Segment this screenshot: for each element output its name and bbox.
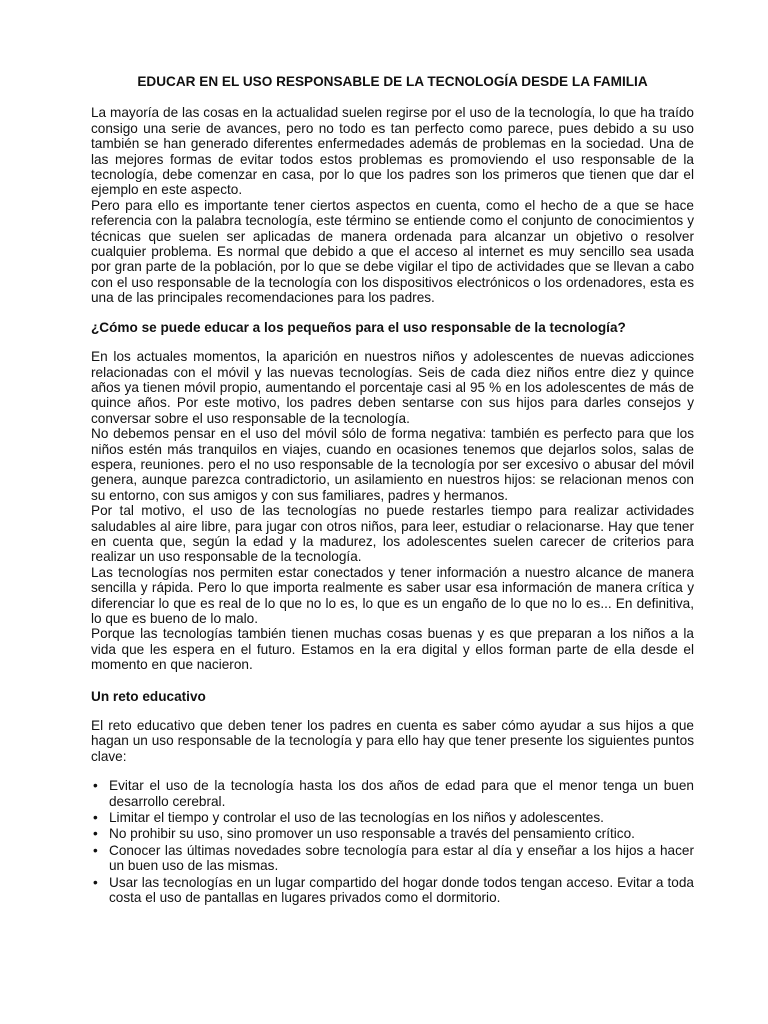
paragraph: Porque las tecnologías también tienen muchas cosas buenas y es que preparan a los niños a la vida que les espera en el futuro. Estamos en la era digital y ellos forman parte de ella desde el momento en que nacieron. [91,626,694,673]
bullet-icon: • [93,842,98,858]
bullet-icon: • [93,874,98,890]
list-item-text: Conocer las últimas novedades sobre tecnología para estar al día y enseñar a los hijos a hacer un buen uso de las mismas. [109,842,694,874]
list-item-text: No prohibir su uso, sino promover un uso responsable a través del pensamiento crítico. [109,826,635,842]
list-item [91,810,694,825]
list-item [91,778,694,809]
bullet-icon: • [93,778,98,794]
paragraph: La mayoría de las cosas en la actualidad suelen regirse por el uso de la tecnología, lo que ha traído consigo una serie de avances, pero no todo es tan perfecto como parece, pues debido a su uso también se han generado diferentes enfermedades además de problemas en la sociedad. Una de las mejores formas de evitar todos estos problemas es promoviendo el uso responsable de la tecnología, debe comenzar en casa, por lo que los padres son los primeros que tienen que dar el ejemplo en este aspecto. [91,105,694,198]
paragraph: Las tecnologías nos permiten estar conectados y tener información a nuestro alcance de manera sencilla y rápida. Pero lo que importa realmente es saber usar esa información de manera crítica y diferenciar lo que es real de lo que no lo es, lo que es un engaño de lo que no lo es... En definitiva, lo que es bueno de lo malo. [91,564,694,626]
document-page [91,74,694,907]
list-item [91,875,694,906]
paragraph: En los actuales momentos, la aparición en nuestros niños y adolescentes de nuevas adicciones relacionadas con el móvil y las nuevas tecnologías. Seis de cada diez niños entre diez y quince años ya tienen móvil propio, aumentando el porcentaje casi al 95 % en los adolescentes de más de quince años. Por este motivo, los padres deben sentarse con sus hijos para darles consejos y conversar sobre el uso responsable de la tecnología. [91,349,694,426]
list-item [91,826,694,841]
bullet-icon: • [93,810,98,826]
document-title: EDUCAR EN EL USO RESPONSABLE DE LA TECNOLOGÍA DESDE LA FAMILIA [137,74,648,89]
list-item-text: Usar las tecnologías en un lugar compartido del hogar donde todos tengan acceso. Evitar a toda costa el uso de pantallas en lugares privados como el dormitorio. [109,874,694,906]
section-heading-reto: Un reto educativo [91,688,206,704]
list-item-text: Limitar el tiempo y controlar el uso de las tecnologías en los niños y adolescentes. [109,810,604,826]
paragraph: Pero para ello es importante tener ciertos aspectos en cuenta, como el hecho de a que se hace referencia con la palabra tecnología, este término se entiende como el conjunto de conocimientos y técnicas que suelen ser aplicadas de manera ordenada para alcanzar un objetivo o resolver cualquier problema. Es normal que debido a que el acceso al internet es muy sencillo sea usada por gran parte de la población, por lo que se debe vigilar el tipo de actividades que se llevan a cabo con el uso responsable de la tecnología con los dispositivos electrónicos o los ordenadores, esta es una de las principales recomendaciones para los padres. [91,197,694,306]
list-item [91,843,694,874]
bullet-list [91,778,694,905]
bullet-icon: • [93,826,98,842]
intro-section [91,105,694,305]
paragraph: No debemos pensar en el uso del móvil sólo de forma negativa: también es perfecto para que los niños estén más tranquilos en viajes, cuando en ocasiones tenemos que dejarlos solos, salas de espera, reuniones. pero el no uso responsable de la tecnología por ser excesivo o abusar del móvil genera, aunque parezca contradictorio, un asilamiento en nuestros hijos: se relacionan menos con su entorno, con sus amigos y con sus familiares, padres y hermanos. [91,426,694,503]
section-educar [91,349,694,673]
paragraph: El reto educativo que deben tener los padres en cuenta es saber cómo ayudar a sus hijos a que hagan un uso responsable de la tecnología y para ello hay que tener presente los siguientes puntos clave: [91,718,694,764]
paragraph: Por tal motivo, el uso de las tecnologías no puede restarles tiempo para realizar actividades saludables al aire libre, para jugar con otros niños, para leer, estudiar o relacionarse. Hay que tener en cuenta que, según la edad y la madurez, los adolescentes suelen carecer de criterios para realizar un uso responsable de la tecnología. [91,503,694,565]
section-heading-educar: ¿Cómo se puede educar a los pequeños para el uso responsable de la tecnología? [91,319,626,335]
list-item-text: Evitar el uso de la tecnología hasta los dos años de edad para que el menor tenga un buen desarrollo cerebral. [109,778,694,809]
